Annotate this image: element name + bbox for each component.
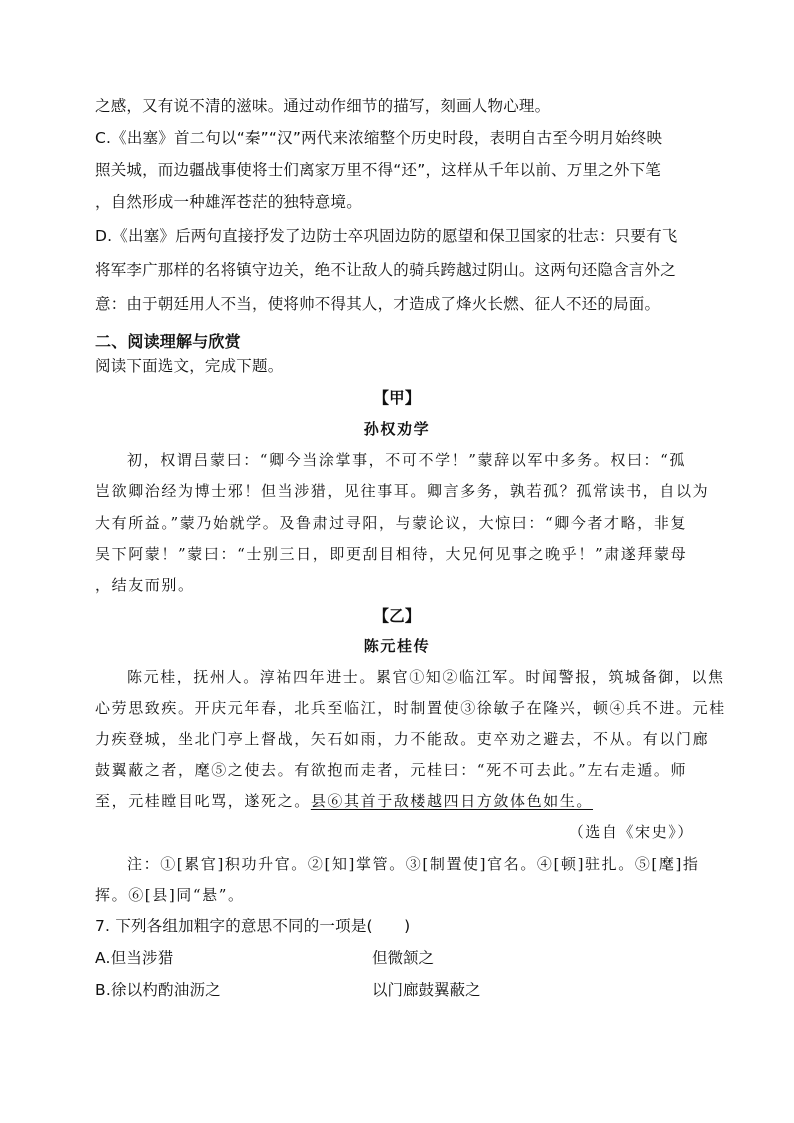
passage-b-source: （选自《宋史》） (568, 823, 694, 841)
passage-b-line-5-plain: 至，元桂瞠目叱骂，遂死之。 (95, 792, 311, 810)
passage-b-line-5 (95, 791, 593, 811)
passage-b-line-2: 心劳思致疾。开庆元年春，北兵至临江，时制置使③徐敏子在隆兴，顿④兵不进。元桂 (95, 699, 726, 717)
section-instruction: 阅读下面选文，完成下题。 (95, 357, 284, 375)
option-c-line-2: 照关城，而边疆战事使将士们离家万里不得“还”，这样从千年以前、万里之外下笔 (95, 161, 661, 179)
option-b-continuation: 之感，又有说不清的滋味。通过动作细节的描写，刻画人物心理。 (95, 97, 551, 115)
option-c-line-1: C.《出塞》首二句以“秦”“汉”两代来浓缩整个历史时段，表明自古至今明月始终映 (95, 129, 663, 147)
section-heading: 二、阅读理解与欣赏 (95, 332, 241, 351)
passage-a-title: 孙权劝学 (363, 420, 431, 438)
notes-line-2: 挥。⑥[县]同“悬”。 (95, 886, 245, 904)
question-7-option-b-right: 以门廊鼓翼蔽之 (372, 981, 481, 999)
option-c-line-3: ，自然形成一种雄浑苍茫的独特意境。 (95, 193, 362, 211)
option-d-line-3: 意：由于朝廷用人不当，使将帅不得其人，才造成了烽火长燃、征人不还的局面。 (95, 295, 661, 313)
question-7-option-a-right: 但微颔之 (372, 949, 435, 967)
passage-a-line-5: ，结友而别。 (95, 576, 195, 594)
option-d-line-2: 将军李广那样的名将镇守边关，绝不让敌人的骑兵跨越过阴山。这两句还隐含言外之 (95, 261, 676, 279)
passage-a-marker: 【甲】 (373, 389, 421, 407)
passage-b-title: 陈元桂传 (363, 637, 431, 655)
question-7-option-b-left: B.徐以杓酌油沥之 (95, 981, 221, 999)
option-d-line-1: D.《出塞》后两句直接抒发了边防士卒巩固边防的愿望和保卫国家的壮志：只要有飞 (95, 227, 678, 245)
passage-a-line-3: 大有所益。”蒙乃始就学。及鲁肃过寻阳，与蒙论议，大惊曰：“卿今者才略，非复 (95, 514, 688, 532)
question-7-stem: 7. 下列各组加粗字的意思不同的一项是( ) (95, 917, 411, 935)
passage-a-line-1: 初，权谓吕蒙曰：“卿今当涂掌事，不可不学！”蒙辞以军中多务。权曰：“孤 (127, 451, 687, 469)
notes-line-1: 注：①[累官]积功升官。②[知]掌管。③[制置使]官名。④[顿]驻扎。⑤[麾]指 (127, 855, 700, 873)
passage-b-line-1: 陈元桂，抚州人。淳祐四年进士。累官①知②临江军。时闻警报，筑城备御，以焦 (127, 668, 725, 686)
passage-b-underlined-sentence: 县⑥其首于敌楼越四日方敛体色如生。 (310, 792, 594, 810)
passage-b-marker: 【乙】 (373, 607, 421, 625)
passage-a-line-4: 吴下阿蒙！”蒙曰：“士别三日，即更刮目相待，大兄何见事之晚乎！”肃遂拜蒙母 (95, 545, 688, 563)
passage-b-line-3: 力疾登城，坐北门亭上督战，矢石如雨，力不能敌。吏卒劝之避去，不从。有以门廊 (95, 730, 710, 748)
passage-b-line-4: 鼓翼蔽之者，麾⑤之使去。有欲抱而走者，元桂曰：“死不可去此。”左右走遁。师 (95, 761, 688, 779)
passage-a-line-2: 岂欲卿治经为博士邪！但当涉猎，见往事耳。卿言多务，孰若孤？孤常读书，自以为 (95, 482, 710, 500)
question-7-option-a-left: A.但当涉猎 (95, 949, 174, 967)
